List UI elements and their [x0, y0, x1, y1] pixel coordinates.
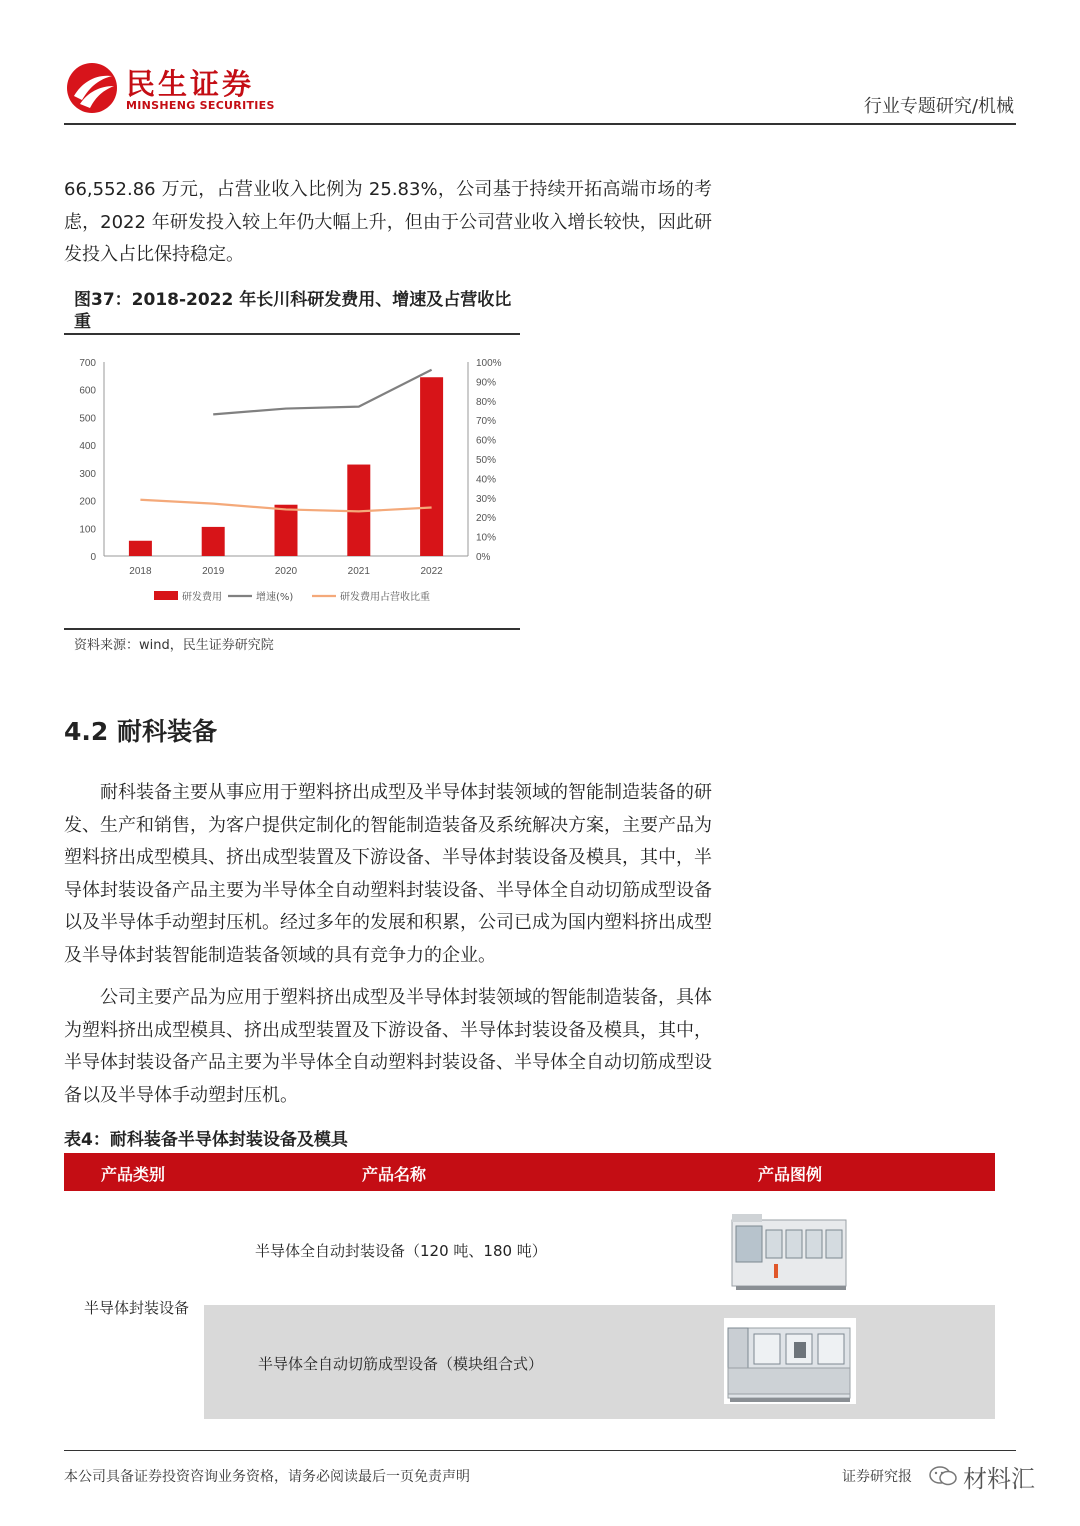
x-tick-label: 2018: [129, 566, 152, 577]
header-name: 产品名称: [362, 1165, 427, 1184]
x-tick-label: 2021: [347, 566, 370, 577]
y-tick-label: 500: [79, 413, 96, 425]
y2-tick-label: 50%: [476, 455, 497, 466]
figure-source: 资料来源：wind，民生证券研究院: [74, 638, 274, 653]
header-category: 产品类别: [101, 1165, 166, 1184]
legend-label: 研发费用占营收比重: [340, 592, 430, 603]
y2-tick-label: 90%: [476, 377, 497, 389]
table-row-2-name: 半导体全自动切筋成型设备（模块组合式）: [258, 1355, 544, 1373]
figure-top-rule: [64, 333, 520, 335]
footer-report-label: 证券研究报: [842, 1469, 912, 1485]
rd-expense-chart: [64, 340, 520, 620]
footer-divider: [64, 1450, 1016, 1451]
x-tick-label: 2020: [274, 566, 298, 577]
y2-tick-label: 80%: [476, 396, 497, 408]
bar-rd-expense: [129, 541, 152, 556]
paragraph-1: 耐科装备主要从事应用于塑料挤出成型及半导体封装领域的智能制造装备的研发、生产和销售，为客户提供定制化的智能制造装备及系统解决方案，主要产品为塑料挤出成型模具、挤出成型装置及下游设备、半导体封装设备及模具，其中，半导体封装设备产品主要为半导体全自动塑料封装设备、半导体全自动切筋成型设备以及半导体手动塑封压机。经过多年的发展和积累，公司已成为国内塑料挤出成型及半导体封装智能制造装备领域的具有竞争力的企业。: [64, 782, 712, 966]
y2-tick-label: 40%: [476, 474, 497, 486]
watermark-text: 材料汇: [963, 1465, 1035, 1493]
y2-tick-label: 100%: [476, 358, 502, 369]
table-header-row: [64, 1153, 995, 1191]
footer-disclaimer: 本公司具备证券投资咨询业务资格，请务必阅读最后一页免责声明: [64, 1469, 470, 1485]
y-tick-label: 0: [90, 552, 96, 563]
figure-title: 图37：2018-2022 年长川科研发费用、增速及占营收比重: [74, 290, 512, 332]
y-tick-label: 100: [79, 524, 96, 536]
intro-paragraph: [64, 174, 712, 272]
y2-tick-label: 60%: [476, 435, 497, 447]
y-tick-label: 600: [79, 385, 96, 397]
y-tick-label: 400: [79, 441, 96, 453]
paragraph-2: 公司主要产品为应用于塑料挤出成型及半导体封装领域的智能制造装备，具体为塑料挤出成型模具、挤出成型装置及下游设备、半导体封装设备及模具，其中，半导体封装设备产品主要为半导体全自动塑料封装设备、半导体全自动切筋成型设备以及半导体手动塑封压机。: [64, 987, 712, 1106]
report-type: 行业专题研究/机械: [863, 96, 1014, 117]
company-name-cn: 民生证券: [126, 67, 255, 101]
table-title: 表4：耐科装备半导体封装设备及模具: [64, 1130, 348, 1150]
wechat-icon: [928, 1464, 958, 1488]
table-category-cell: 半导体封装设备: [84, 1299, 190, 1317]
y2-tick-label: 20%: [476, 513, 497, 525]
y2-tick-label: 30%: [476, 493, 497, 505]
body-paragraphs: [64, 777, 712, 1112]
figure-bottom-rule: [64, 628, 520, 630]
y2-tick-label: 0%: [476, 552, 491, 563]
y-tick-label: 300: [79, 468, 96, 480]
bar-rd-expense: [275, 505, 298, 556]
packaging-machine-image: [730, 1212, 850, 1292]
bar-rd-expense: [202, 527, 225, 556]
x-tick-label: 2019: [202, 566, 225, 577]
header-divider: [64, 123, 1016, 125]
company-name-en: MINSHENG SECURITIES: [126, 99, 275, 112]
table-row-1-name: 半导体全自动封装设备（120 吨、180 吨）: [255, 1242, 547, 1260]
line-growth: [213, 370, 431, 415]
legend-label: 研发费用: [182, 592, 222, 603]
bar-rd-expense: [420, 377, 443, 556]
minsheng-logo-icon: [66, 62, 118, 114]
x-tick-label: 2022: [420, 566, 443, 577]
legend-swatch-bar: [154, 591, 178, 600]
y-tick-label: 700: [79, 358, 96, 369]
y-tick-label: 200: [79, 496, 96, 508]
header-image: 产品图例: [758, 1165, 823, 1184]
y2-tick-label: 70%: [476, 416, 497, 428]
intro-text: 66,552.86 万元，占营业收入比例为 25.83%，公司基于持续开拓高端市场的考虑，2022 年研发投入较上年仍大幅上升，但由于公司营业收入增长较快，因此研发投入占比保持稳定。: [64, 179, 712, 265]
section-title: 4.2 耐科装备: [64, 717, 217, 746]
y2-tick-label: 10%: [476, 532, 497, 544]
trim-form-machine-image: [724, 1318, 856, 1404]
legend-label: 增速(%): [256, 592, 294, 603]
